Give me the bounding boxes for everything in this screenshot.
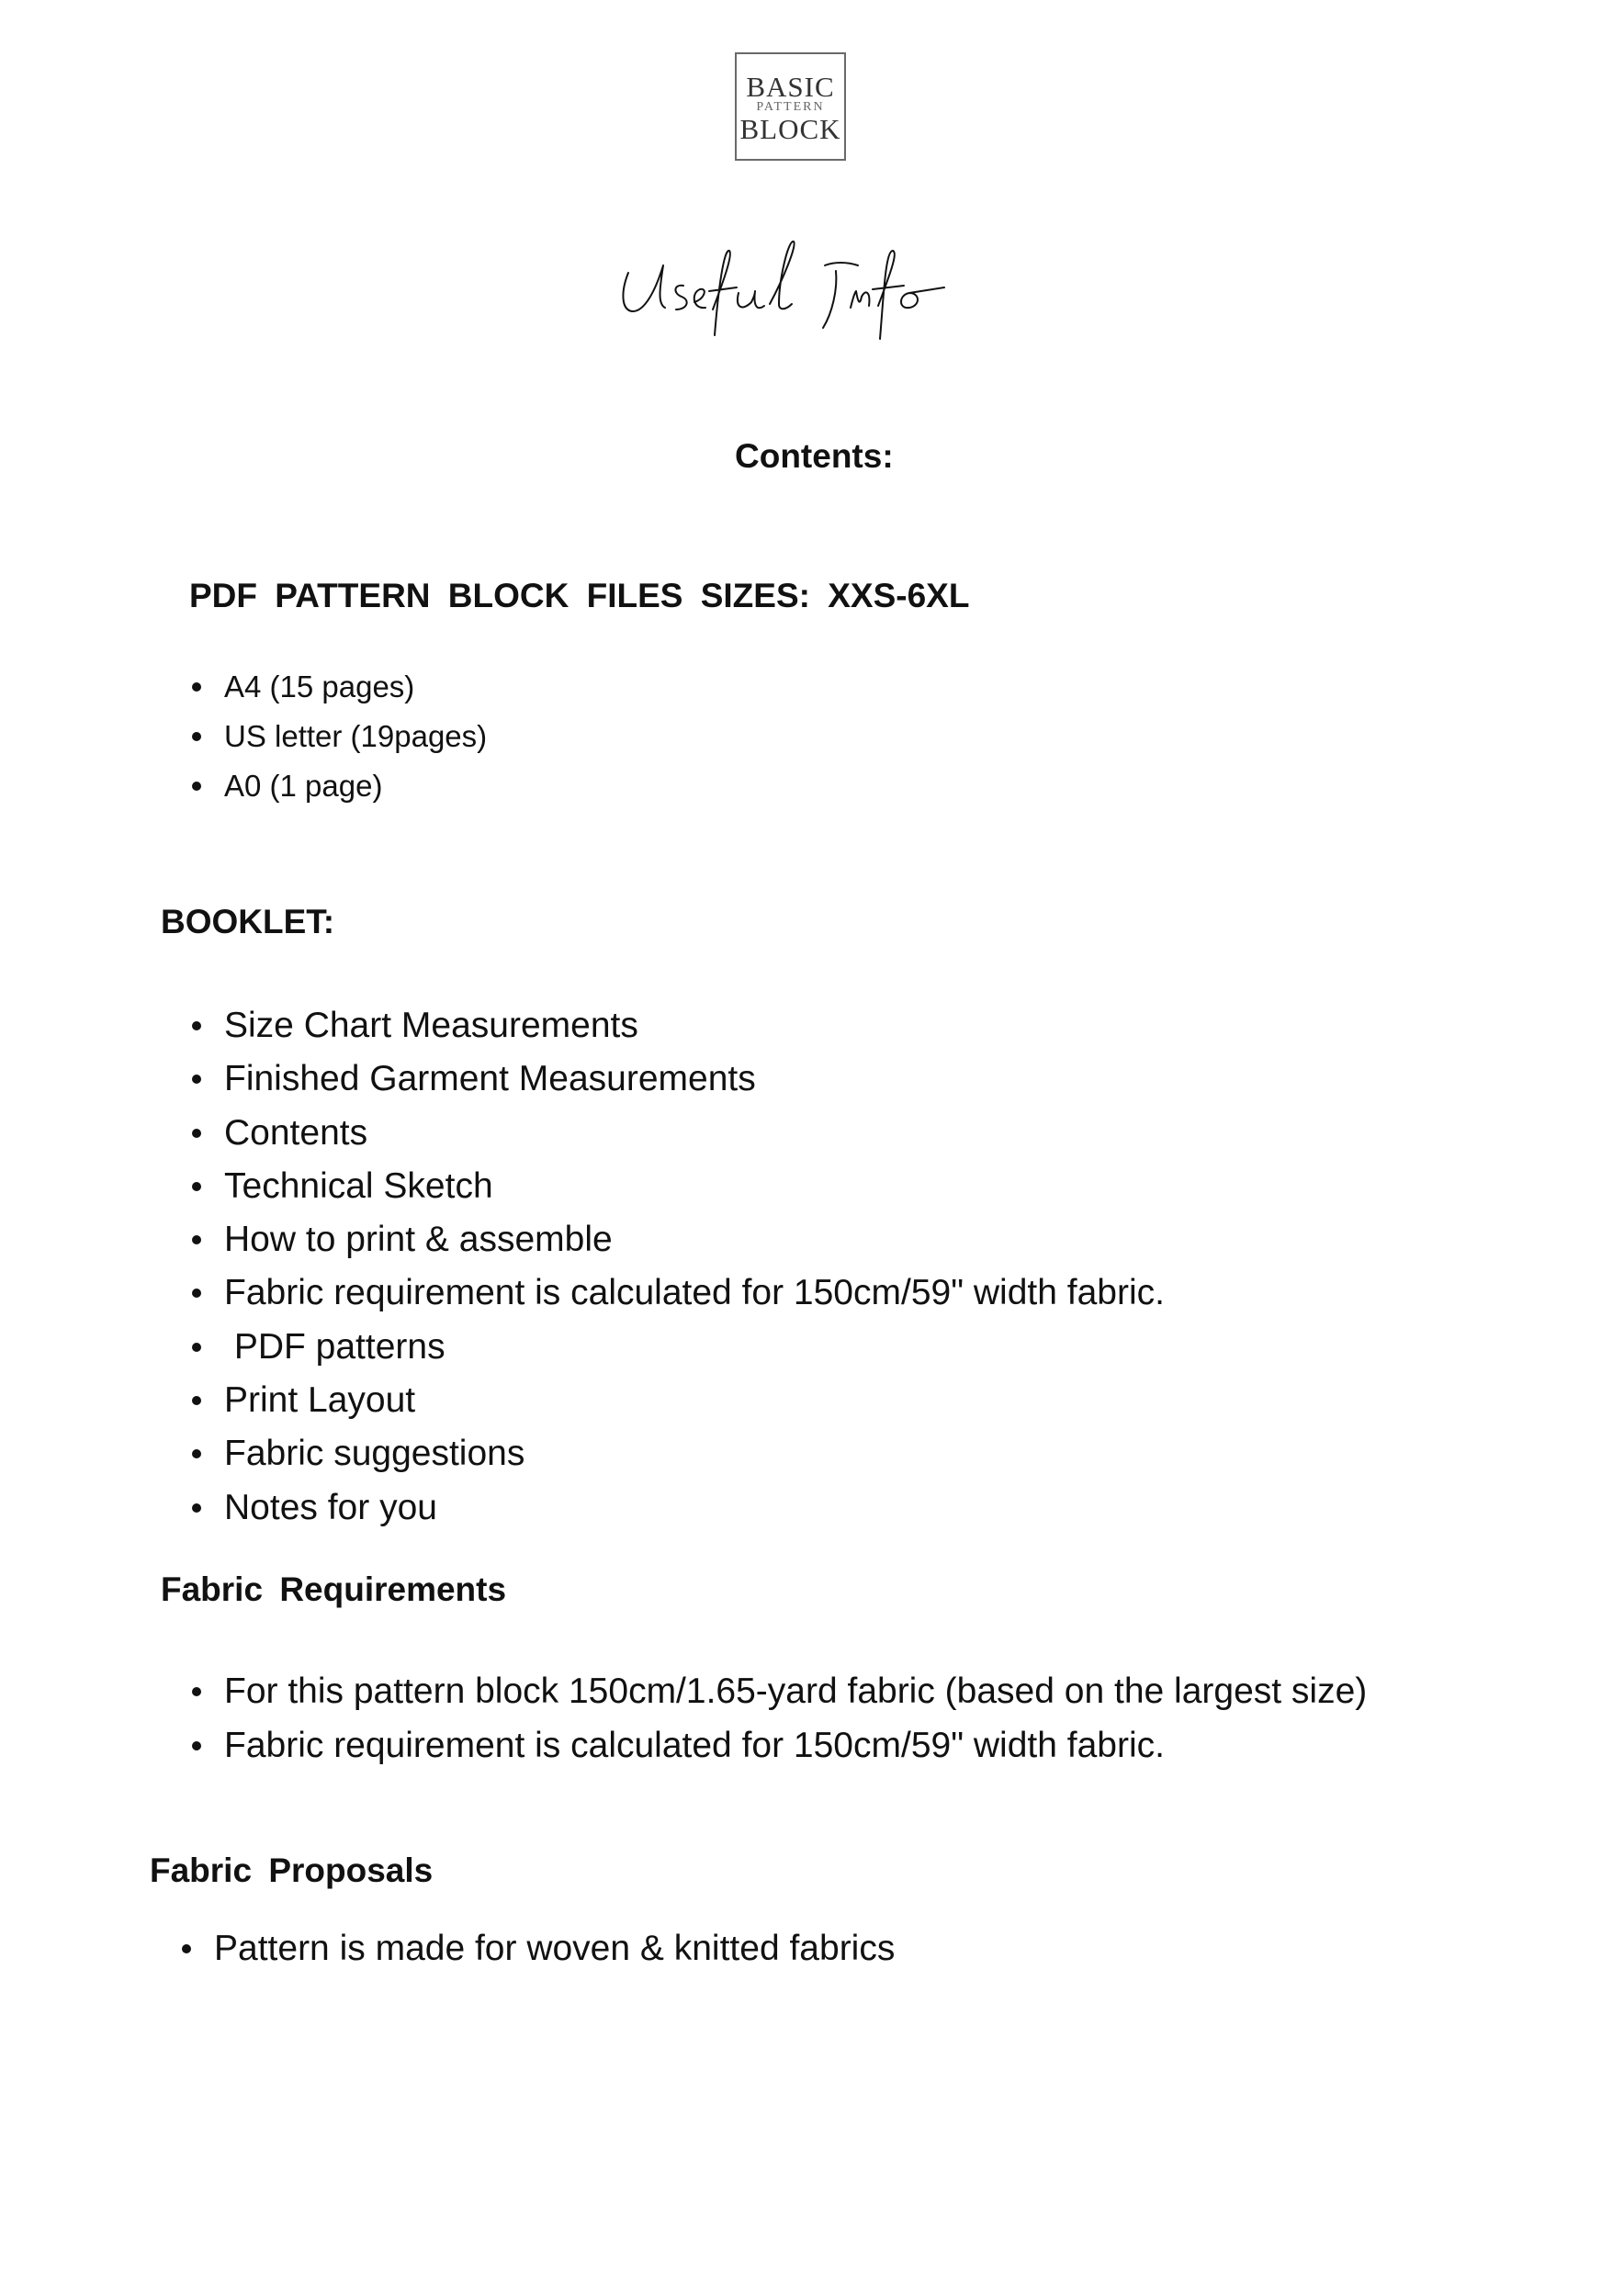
list-item-text: Notes for you: [224, 1487, 437, 1527]
list-item: [224, 1432, 1165, 1485]
booklet-heading: BOOKLET:: [161, 903, 335, 940]
logo-line-2: PATTERN: [756, 100, 825, 114]
fabric-proposals-heading: Fabric Proposals: [150, 1851, 434, 1889]
bullet-icon: [192, 1182, 201, 1191]
list-item-text: Contents: [224, 1112, 368, 1153]
bullet-icon: [192, 1289, 201, 1298]
bullet-icon: [192, 1235, 201, 1244]
list-item: [224, 1670, 1367, 1724]
pdf-files-heading: PDF PATTERN BLOCK FILES SIZES: XXS-6XL: [189, 577, 970, 614]
booklet-list: [224, 1004, 1165, 1539]
list-item: [224, 1004, 1165, 1057]
list-item: [224, 1379, 1165, 1432]
fabric-requirements-list: [224, 1670, 1367, 1777]
list-item-text: Fabric requirement is calculated for 150cm/59" width fabric.: [224, 1725, 1165, 1765]
script-title-signature: [617, 225, 966, 344]
list-item-text: Technical Sketch: [224, 1165, 493, 1206]
list-item-text: For this pattern block 150cm/1.65-yard fabric (based on the largest size): [224, 1671, 1368, 1711]
list-item: [224, 1724, 1367, 1778]
bullet-icon: [192, 1396, 201, 1405]
bullet-icon: [182, 1944, 191, 1953]
list-item-text: Finished Garment Measurements: [224, 1059, 756, 1099]
list-item: [224, 1057, 1165, 1110]
list-item-text: Print Layout: [224, 1380, 416, 1421]
list-item: [224, 718, 487, 768]
list-item: [214, 1927, 895, 1980]
list-item: [224, 669, 487, 718]
list-item-text: A0 (1 page): [224, 769, 383, 803]
list-item-text: Fabric requirement is calculated for 150cm/59" width fabric.: [224, 1273, 1165, 1313]
list-item-text: Size Chart Measurements: [224, 1006, 638, 1045]
list-item: [224, 768, 487, 817]
list-item: [224, 1486, 1165, 1539]
contents-heading: Contents:: [735, 437, 894, 475]
bullet-icon: [192, 782, 201, 791]
bullet-icon: [192, 1075, 201, 1084]
list-item-text: US letter (19pages): [224, 719, 488, 753]
list-item-text: Fabric suggestions: [224, 1434, 525, 1474]
fabric-proposals-list: [214, 1927, 895, 1980]
logo-line-3: BLOCK: [739, 113, 841, 145]
logo-line-1: BASIC: [746, 71, 835, 103]
list-item: [224, 1218, 1165, 1271]
list-item-text: PDF patterns: [224, 1326, 445, 1367]
bullet-icon: [192, 682, 201, 692]
bullet-icon: [192, 1449, 201, 1458]
bullet-icon: [192, 1021, 201, 1030]
fabric-requirements-heading: Fabric Requirements: [161, 1570, 507, 1608]
script-title: [617, 225, 966, 344]
brand-logo: [735, 52, 846, 161]
list-item: [224, 1111, 1165, 1165]
pdf-files-list: [224, 669, 487, 817]
bullet-icon: [192, 1503, 201, 1513]
bullet-icon: [192, 732, 201, 741]
list-item-text: A4 (15 pages): [224, 670, 415, 703]
list-item: [224, 1271, 1165, 1324]
bullet-icon: [192, 1343, 201, 1352]
bullet-icon: [192, 1129, 201, 1138]
list-item-text: Pattern is made for woven & knitted fabrics: [214, 1929, 896, 1968]
list-item: [224, 1165, 1165, 1218]
bullet-icon: [192, 1687, 201, 1696]
list-item-text: How to print & assemble: [224, 1220, 613, 1260]
list-item: [224, 1325, 1165, 1379]
bullet-icon: [192, 1741, 201, 1750]
